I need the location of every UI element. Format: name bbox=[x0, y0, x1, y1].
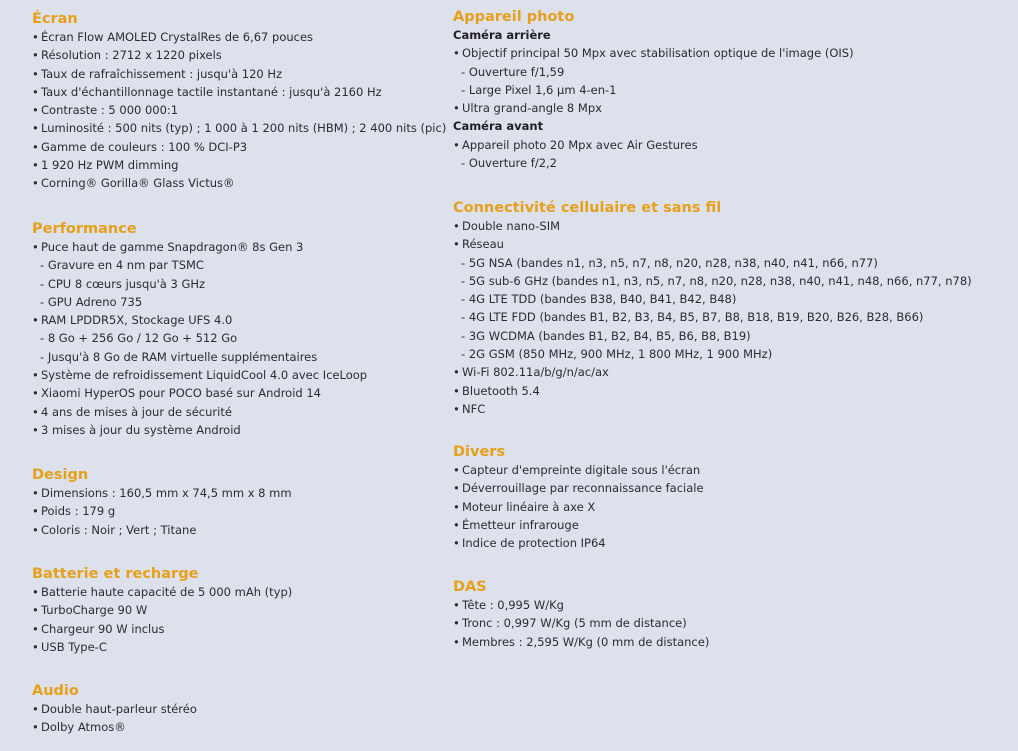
section-batterie-et-recharge bbox=[32, 565, 432, 656]
spec-item: • Batterie haute capacité de 5 000 mAh (typ) bbox=[32, 583, 432, 601]
spec-subitem: - GPU Adreno 735 bbox=[32, 293, 432, 311]
spec-item: • Contraste : 5 000 000:1 bbox=[32, 101, 432, 119]
spec-item: • Luminosité : 500 nits (typ) ; 1 000 à 1 200 nits (HBM) ; 2 400 nits (pic) bbox=[32, 119, 432, 137]
spec-list bbox=[453, 596, 1013, 651]
spec-item: • TurboCharge 90 W bbox=[32, 601, 432, 619]
spec-subitem: - 8 Go + 256 Go / 12 Go + 512 Go bbox=[32, 329, 432, 347]
spec-subitem: - 5G NSA (bandes n1, n3, n5, n7, n8, n20, n28, n38, n40, n41, n66, n77) bbox=[453, 254, 1013, 272]
section-heading: Design bbox=[32, 467, 89, 483]
spec-item: • Corning® Gorilla® Glass Victus® bbox=[32, 174, 432, 192]
spec-item: • Capteur d'empreinte digitale sous l'écran bbox=[453, 461, 1013, 479]
spec-item: • Xiaomi HyperOS pour POCO basé sur Android 14 bbox=[32, 384, 432, 402]
section-design bbox=[32, 466, 432, 539]
spec-item: • Déverrouillage par reconnaissance faciale bbox=[453, 479, 1013, 497]
spec-item: • Système de refroidissement LiquidCool 4.0 avec IceLoop bbox=[32, 366, 432, 384]
spec-item: • 4 ans de mises à jour de sécurité bbox=[32, 403, 432, 421]
spec-item: • 1 920 Hz PWM dimming bbox=[32, 156, 432, 174]
spec-item: • Moteur linéaire à axe X bbox=[453, 498, 1013, 516]
spec-subitem: - 4G LTE FDD (bandes B1, B2, B3, B4, B5, B7, B8, B18, B19, B20, B26, B28, B66) bbox=[453, 308, 1013, 326]
spec-list bbox=[453, 461, 1013, 552]
spec-subitem: - 3G WCDMA (bandes B1, B2, B4, B5, B6, B8, B19) bbox=[453, 327, 1013, 345]
section-heading: Divers bbox=[453, 444, 506, 460]
spec-item: • Indice de protection IP64 bbox=[453, 534, 1013, 552]
spec-list bbox=[32, 583, 432, 656]
spec-subitem: - 5G sub-6 GHz (bandes n1, n3, n5, n7, n8, n20, n28, n38, n40, n41, n48, n66, n77, n78) bbox=[453, 272, 1013, 290]
spec-list bbox=[32, 238, 432, 439]
spec-item: • NFC bbox=[453, 400, 1013, 418]
section-audio bbox=[32, 682, 432, 737]
spec-item: • Objectif principal 50 Mpx avec stabilisation optique de l'image (OIS) bbox=[453, 44, 1013, 62]
spec-subitem: - Ouverture f/2,2 bbox=[453, 154, 1013, 172]
spec-subitem: - Large Pixel 1,6 µm 4-en-1 bbox=[453, 81, 1013, 99]
spec-item: • Tête : 0,995 W/Kg bbox=[453, 596, 1013, 614]
spec-list bbox=[32, 700, 432, 737]
spec-item: • Réseau bbox=[453, 235, 1013, 253]
section-performance bbox=[32, 220, 432, 439]
spec-item: • Gamme de couleurs : 100 % DCI-P3 bbox=[32, 138, 432, 156]
spec-item: • Dimensions : 160,5 mm x 74,5 mm x 8 mm bbox=[32, 484, 432, 502]
spec-item: • USB Type-C bbox=[32, 638, 432, 656]
spec-item: • Résolution : 2712 x 1220 pixels bbox=[32, 46, 432, 64]
spec-item: • Membres : 2,595 W/Kg (0 mm de distance) bbox=[453, 633, 1013, 651]
spec-item: • 3 mises à jour du système Android bbox=[32, 421, 432, 439]
section-heading: Performance bbox=[32, 221, 137, 237]
spec-item: • Tronc : 0,997 W/Kg (5 mm de distance) bbox=[453, 614, 1013, 632]
spec-subitem: - Jusqu'à 8 Go de RAM virtuelle supplémentaires bbox=[32, 348, 432, 366]
spec-item: • Chargeur 90 W inclus bbox=[32, 620, 432, 638]
spec-item: • Ultra grand-angle 8 Mpx bbox=[453, 99, 1013, 117]
spec-item: • Double nano-SIM bbox=[453, 217, 1013, 235]
subsection-heading: Caméra avant bbox=[453, 119, 544, 134]
spec-item: • Taux d'échantillonnage tactile instantané : jusqu'à 2160 Hz bbox=[32, 83, 432, 101]
spec-item: • Taux de rafraîchissement : jusqu'à 120 Hz bbox=[32, 65, 432, 83]
spec-item: • Double haut-parleur stéréo bbox=[32, 700, 432, 718]
spec-item: • Appareil photo 20 Mpx avec Air Gestures bbox=[453, 136, 1013, 154]
section-heading: DAS bbox=[453, 579, 487, 595]
spec-subitem: - CPU 8 cœurs jusqu'à 3 GHz bbox=[32, 275, 432, 293]
spec-list bbox=[453, 217, 1013, 418]
spec-item: • Écran Flow AMOLED CrystalRes de 6,67 pouces bbox=[32, 28, 432, 46]
section-divers bbox=[453, 443, 1013, 552]
spec-item: • Dolby Atmos® bbox=[32, 718, 432, 736]
spec-subitem: - 2G GSM (850 MHz, 900 MHz, 1 800 MHz, 1 900 MHz) bbox=[453, 345, 1013, 363]
spec-item: • Puce haut de gamme Snapdragon® 8s Gen 3 bbox=[32, 238, 432, 256]
section-heading: Audio bbox=[32, 683, 79, 699]
spec-subitem: - Gravure en 4 nm par TSMC bbox=[32, 256, 432, 274]
spec-item: • Coloris : Noir ; Vert ; Titane bbox=[32, 521, 432, 539]
spec-list bbox=[453, 26, 1013, 172]
section-heading: Connectivité cellulaire et sans fil bbox=[453, 200, 722, 216]
spec-item: • Bluetooth 5.4 bbox=[453, 382, 1013, 400]
spec-list bbox=[32, 28, 447, 193]
spec-subitem: - 4G LTE TDD (bandes B38, B40, B41, B42, B48) bbox=[453, 290, 1013, 308]
section-heading: Batterie et recharge bbox=[32, 566, 199, 582]
spec-subitem: - Ouverture f/1,59 bbox=[453, 63, 1013, 81]
section-appareil-photo bbox=[453, 8, 1013, 172]
spec-item: • Poids : 179 g bbox=[32, 502, 432, 520]
section-heading: Appareil photo bbox=[453, 9, 575, 25]
section-heading: Écran bbox=[32, 11, 78, 27]
spec-item: • RAM LPDDR5X, Stockage UFS 4.0 bbox=[32, 311, 432, 329]
spec-item: • Wi-Fi 802.11a/b/g/n/ac/ax bbox=[453, 363, 1013, 381]
section-connectivite-cellulaire-et-sans-fil bbox=[453, 199, 1013, 418]
spec-list bbox=[32, 484, 432, 539]
section-das bbox=[453, 578, 1013, 651]
subsection-heading: Caméra arrière bbox=[453, 28, 551, 42]
spec-item: • Émetteur infrarouge bbox=[453, 516, 1013, 534]
section-ecran bbox=[32, 10, 447, 193]
